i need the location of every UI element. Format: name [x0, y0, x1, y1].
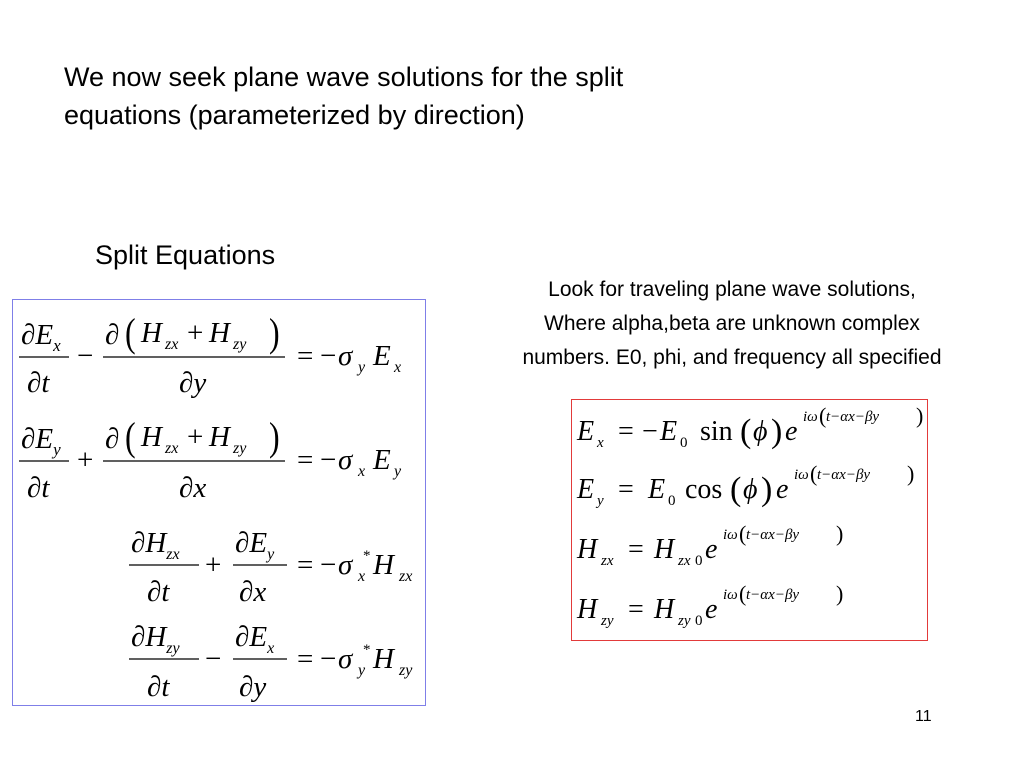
svg-text:−: −: [320, 549, 337, 581]
svg-text:e: e: [705, 534, 718, 565]
svg-text:−: −: [320, 444, 337, 476]
svg-text:−: −: [205, 643, 222, 675]
svg-text:zy: zy: [233, 440, 247, 457]
svg-text:zy: zy: [399, 662, 413, 679]
svg-text:(: (: [739, 581, 747, 606]
svg-text:t−αx−βy: t−αx−βy: [746, 527, 800, 543]
equation-3: [129, 527, 412, 608]
heading-line-1: We now seek plane wave solutions for the split: [64, 62, 624, 92]
svg-text:σ: σ: [338, 444, 353, 476]
svg-text:∂y: ∂y: [179, 367, 207, 399]
svg-text:=: =: [628, 534, 644, 565]
svg-text:cos: cos: [685, 474, 723, 505]
svg-text:e: e: [776, 474, 789, 505]
note-line-2: Where alpha,beta are unknown complex: [544, 312, 920, 335]
svg-text:(: (: [819, 403, 827, 428]
svg-text:∂: ∂: [105, 319, 120, 351]
svg-text:=: =: [297, 340, 314, 372]
svg-text:*: *: [363, 548, 371, 564]
svg-text:E: E: [648, 474, 666, 505]
svg-text:E: E: [373, 340, 391, 372]
svg-text:∂Hzx: $\partial H_{zx}$: [131, 527, 180, 563]
svg-text:zx: zx: [399, 568, 413, 585]
svg-text:∂Ex: $\partial E_x$: [235, 621, 275, 657]
svg-text:iω: iω: [723, 527, 738, 543]
svg-text:∂x: ∂x: [239, 576, 267, 608]
svg-text:E: E: [660, 416, 678, 447]
equation-4: [129, 621, 413, 703]
solution-note: [440, 273, 1024, 375]
svg-text:σ: σ: [338, 643, 353, 675]
solution-hzx: [576, 521, 843, 569]
svg-text:=: =: [297, 444, 314, 476]
svg-text:0: 0: [668, 493, 676, 509]
plane-wave-solutions-box: [571, 399, 928, 641]
svg-text:): ): [771, 413, 783, 450]
svg-text:+: +: [187, 317, 204, 349]
solution-ex: [576, 403, 923, 451]
svg-text:0: 0: [680, 435, 688, 451]
svg-text:): ): [761, 471, 773, 508]
svg-text:t−αx−βy: t−αx−βy: [746, 587, 800, 603]
svg-text:0: 0: [695, 553, 703, 569]
svg-text:E: E: [577, 416, 595, 447]
svg-text:e: e: [785, 416, 798, 447]
svg-text:=: =: [297, 549, 314, 581]
svg-text:t−αx−βy: t−αx−βy: [817, 467, 871, 483]
svg-text:∂x: ∂x: [179, 472, 207, 504]
svg-text:x: x: [597, 435, 604, 451]
svg-text:∂t: ∂t: [147, 576, 170, 608]
svg-text:(: (: [739, 521, 747, 546]
svg-text:σ: σ: [338, 340, 353, 372]
svg-text:x: x: [394, 359, 402, 376]
svg-text:zx: zx: [678, 553, 691, 569]
svg-text:σ: σ: [338, 549, 353, 581]
svg-text:−: −: [77, 340, 94, 372]
svg-text:H: H: [654, 534, 675, 565]
svg-text:x: x: [358, 568, 366, 585]
page-number: 11: [915, 708, 932, 725]
equation-2: [19, 415, 402, 504]
svg-text:=: =: [618, 474, 634, 505]
svg-text:∂t: ∂t: [147, 671, 170, 703]
svg-text:zy: zy: [233, 336, 247, 353]
svg-text:H: H: [209, 317, 230, 349]
svg-text:(: (: [740, 413, 752, 450]
svg-text:∂Ex: $\partial E_x$: [21, 319, 61, 355]
svg-text:∂Hzy: $\partial H_{zy}$: [131, 621, 180, 657]
svg-text:+: +: [205, 549, 222, 581]
split-equations-formula: [13, 300, 425, 705]
svg-text:∂y: ∂y: [239, 671, 267, 703]
svg-text:(: (: [125, 414, 136, 459]
svg-text:*: *: [363, 642, 371, 658]
svg-text:): ): [916, 403, 924, 428]
svg-text:=: =: [297, 643, 314, 675]
svg-text:E: E: [577, 474, 595, 505]
svg-text:zy: zy: [601, 613, 614, 629]
svg-text:iω: iω: [794, 467, 809, 483]
svg-text:H: H: [577, 594, 598, 625]
svg-text:zy: zy: [678, 613, 691, 629]
svg-text:e: e: [705, 594, 718, 625]
svg-text:H: H: [141, 317, 162, 349]
svg-text:x: x: [358, 463, 366, 480]
svg-text:H: H: [373, 643, 394, 675]
svg-text:=: =: [628, 594, 644, 625]
svg-text:∂t: ∂t: [27, 472, 50, 504]
svg-text:sin: sin: [700, 416, 733, 447]
svg-text:zx: zx: [165, 440, 179, 457]
svg-text:−: −: [642, 416, 658, 447]
svg-text:∂: ∂: [105, 423, 120, 455]
svg-text:y: y: [358, 662, 366, 679]
svg-text:y: y: [597, 493, 604, 509]
svg-text:): ): [836, 521, 844, 546]
note-line-1: Look for traveling plane wave solutions,: [548, 278, 916, 301]
svg-text:ϕ: ϕ: [743, 474, 758, 505]
svg-text:): ): [836, 581, 844, 606]
equation-1: [19, 311, 401, 399]
svg-text:∂Ey: $\partial E_y$: [235, 527, 275, 563]
svg-text:zx: zx: [601, 553, 614, 569]
svg-text:∂Ey: $\partial E_y$: [21, 423, 61, 459]
svg-text:+: +: [77, 444, 94, 476]
svg-text:): ): [269, 310, 280, 355]
svg-text:ϕ: ϕ: [753, 416, 768, 447]
svg-text:−: −: [320, 643, 337, 675]
svg-text:y: y: [358, 359, 366, 376]
svg-text:H: H: [654, 594, 675, 625]
solution-hzy: [576, 581, 843, 629]
svg-text:(: (: [125, 310, 136, 355]
svg-text:E: E: [373, 444, 391, 476]
svg-text:zx: zx: [165, 336, 179, 353]
split-equations-box: [12, 299, 426, 706]
svg-text:0: 0: [695, 613, 703, 629]
svg-text:iω: iω: [803, 409, 818, 425]
svg-text:H: H: [141, 421, 162, 453]
svg-text:∂t: ∂t: [27, 367, 50, 399]
split-equations-title: Split Equations: [95, 240, 276, 270]
svg-text:): ): [269, 414, 280, 459]
plane-wave-solutions-formula: [572, 400, 927, 640]
svg-text:t−αx−βy: t−αx−βy: [826, 409, 880, 425]
slide-heading: [64, 58, 824, 134]
svg-text:(: (: [730, 471, 742, 508]
svg-text:+: +: [187, 421, 204, 453]
svg-text:H: H: [373, 549, 394, 581]
svg-text:H: H: [209, 421, 230, 453]
svg-text:iω: iω: [723, 587, 738, 603]
heading-line-2: equations (parameterized by direction): [64, 100, 525, 130]
solution-ey: [576, 461, 914, 509]
note-line-3: numbers. E0, phi, and frequency all specified: [522, 346, 942, 369]
svg-text:H: H: [577, 534, 598, 565]
svg-text:): ): [907, 461, 915, 486]
svg-text:(: (: [810, 461, 818, 486]
svg-text:−: −: [320, 340, 337, 372]
svg-text:y: y: [394, 463, 402, 480]
svg-text:=: =: [618, 416, 634, 447]
